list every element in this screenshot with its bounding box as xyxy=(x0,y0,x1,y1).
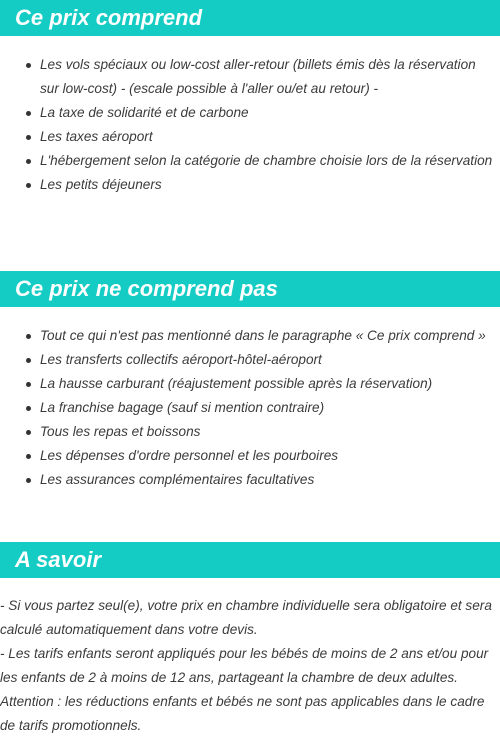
section-title-good-to-know: A savoir xyxy=(0,542,500,578)
list-item: Les transferts collectifs aéroport-hôtel-aéroport xyxy=(0,348,500,372)
list-item: Les petits déjeuners xyxy=(0,173,500,197)
included-list xyxy=(0,53,500,197)
list-item: Tous les repas et boissons xyxy=(0,420,500,444)
list-item: Les taxes aéroport xyxy=(0,125,500,149)
list-item: Tout ce qui n'est pas mentionné dans le paragraphe « Ce prix comprend » xyxy=(0,324,500,348)
list-item: La hausse carburant (réajustement possible après la réservation) xyxy=(0,372,500,396)
section-title-included: Ce prix comprend xyxy=(0,0,500,36)
list-item: Les dépenses d'ordre personnel et les pourboires xyxy=(0,444,500,468)
list-item: Les assurances complémentaires facultatives xyxy=(0,468,500,492)
list-item: Les vols spéciaux ou low-cost aller-retour (billets émis dès la réservation sur low-cost) - (escale possible à l'aller ou/et au retour) - xyxy=(0,53,500,101)
list-item: La taxe de solidarité et de carbone xyxy=(0,101,500,125)
info-paragraph: - Les tarifs enfants seront appliqués pour les bébés de moins de 2 ans et/ou pour les enfants de 2 à moins de 12 ans, partageant la chambre de deux adultes. xyxy=(0,646,489,685)
good-to-know-text xyxy=(0,594,500,738)
section-title-not-included: Ce prix ne comprend pas xyxy=(0,271,500,307)
not-included-list xyxy=(0,324,500,492)
list-item: La franchise bagage (sauf si mention contraire) xyxy=(0,396,500,420)
info-paragraph: - Si vous partez seul(e), votre prix en chambre individuelle sera obligatoire et sera calculé automatiquement dans votre devis. xyxy=(0,598,492,637)
info-paragraph: Attention : les réductions enfants et bébés ne sont pas applicables dans le cadre de tarifs promotionnels. xyxy=(0,694,485,733)
list-item: L'hébergement selon la catégorie de chambre choisie lors de la réservation xyxy=(0,149,500,173)
